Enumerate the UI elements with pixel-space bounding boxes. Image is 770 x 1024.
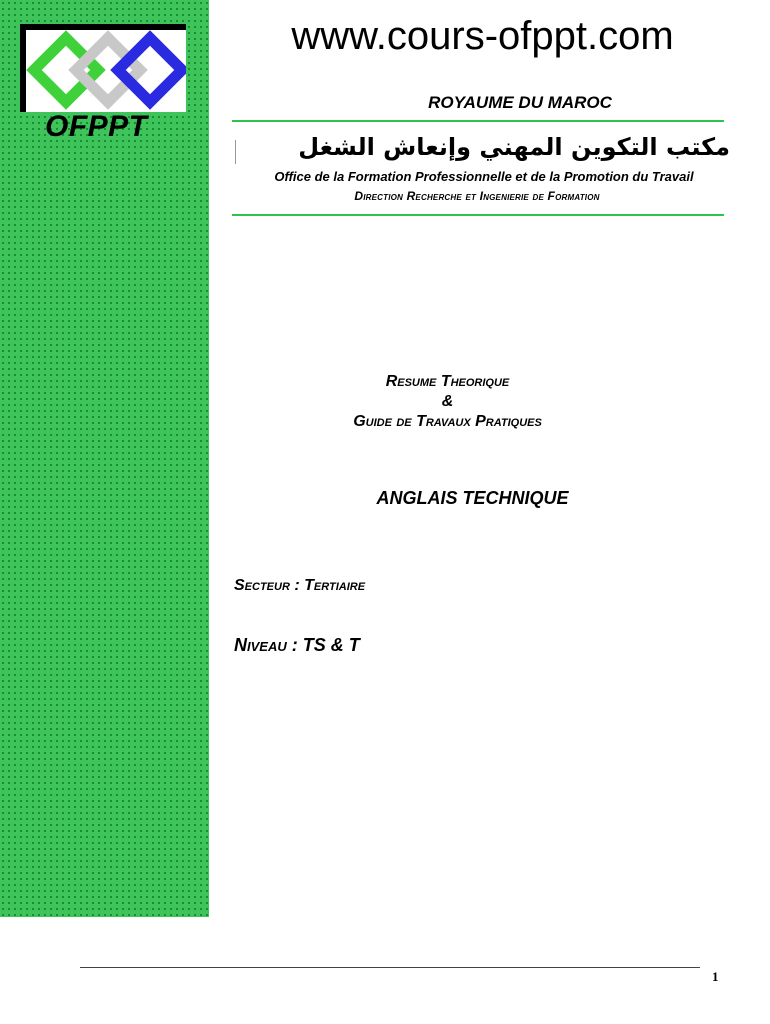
secteur-label: Secteur : Tertiaire [234,577,366,594]
page-number: 1 [712,969,719,984]
site-url: www.cours-ofppt.com [291,14,674,58]
bottom-divider [232,214,724,216]
niveau-label: Niveau : TS & T [234,635,360,655]
arabic-separator [235,140,236,164]
arabic-office-name: مكتب التكوين المهني وإنعاش الشغل [298,133,730,161]
title-line-1: Resume Theorique [385,373,510,390]
footer-rule [80,967,700,968]
ofppt-logo-text: OFPPT [45,110,148,143]
module-title: ANGLAIS TECHNIQUE [376,488,569,508]
ofppt-logo-icon [26,30,186,112]
office-name: Office de la Formation Professionnelle et de la Promotion du Travail [274,169,694,184]
kingdom-title: ROYAUME DU MAROC [428,93,612,112]
title-line-3: Guide de Travaux Pratiques [353,413,542,430]
logo-box [20,24,186,112]
top-divider [232,120,724,122]
direction-name: Direction Recherche et Ingenierie de Formation [354,189,600,203]
document-title [260,372,635,432]
title-line-2: & [441,393,454,410]
